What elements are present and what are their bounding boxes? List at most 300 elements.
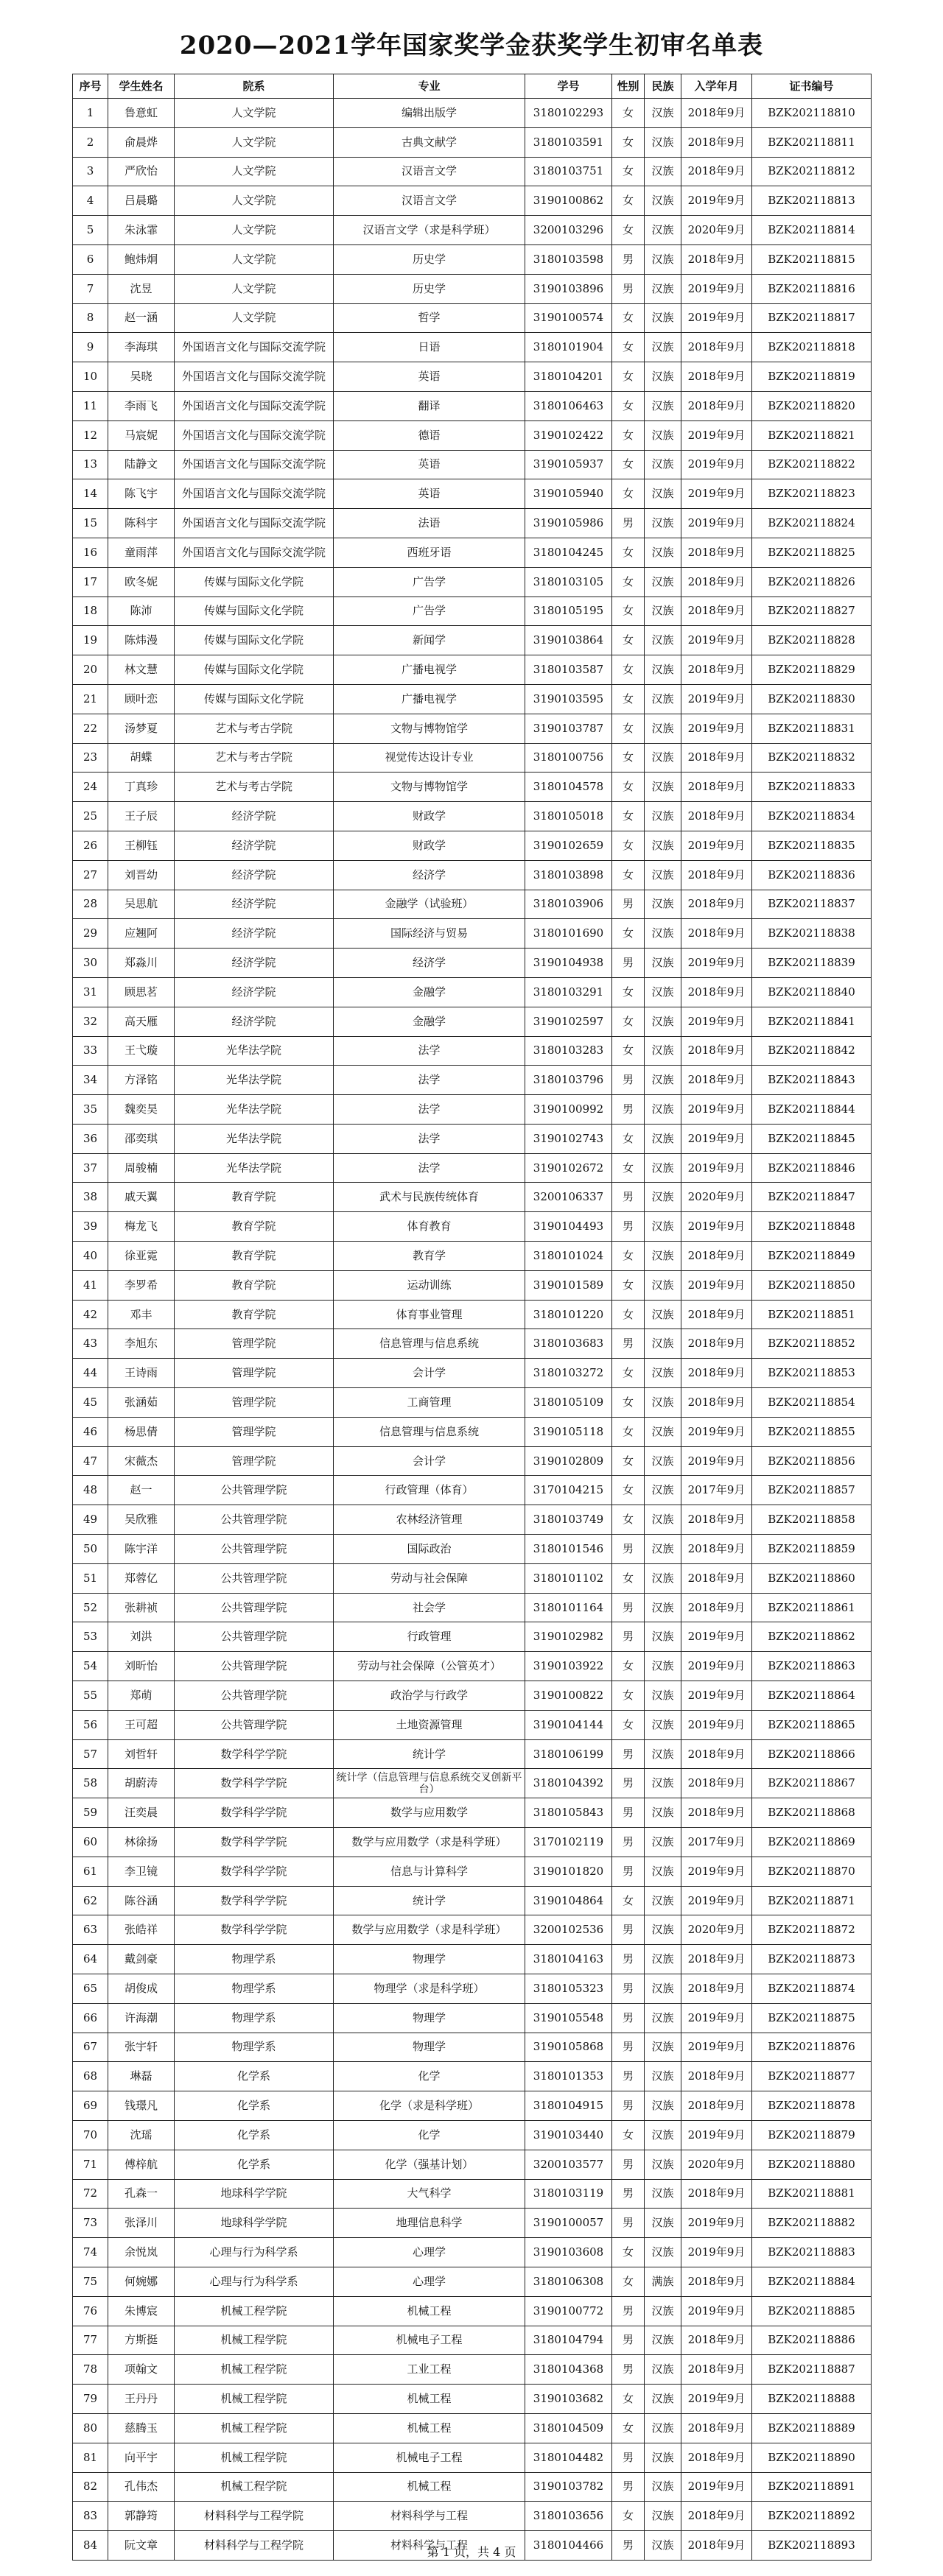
enrollment-date-cell: 2018年9月 <box>681 890 752 919</box>
name-cell: 童雨萍 <box>108 538 175 567</box>
index-cell: 39 <box>73 1212 108 1242</box>
department-cell: 传媒与国际文化学院 <box>175 597 334 626</box>
index-cell: 44 <box>73 1359 108 1388</box>
gender-cell: 男 <box>612 1974 645 2004</box>
name-cell: 张涵茹 <box>108 1388 175 1418</box>
student-id-cell: 3180104368 <box>525 2355 612 2385</box>
certificate-id-cell: BZK202118862 <box>752 1622 872 1652</box>
column-header-student-id: 学号 <box>525 74 612 99</box>
gender-cell: 女 <box>612 1505 645 1535</box>
major-cell: 广告学 <box>334 567 525 597</box>
gender-cell: 女 <box>612 1476 645 1505</box>
ethnicity-cell: 汉族 <box>645 626 681 655</box>
department-cell: 传媒与国际文化学院 <box>175 626 334 655</box>
major-cell: 化学（强基计划） <box>334 2150 525 2179</box>
index-cell: 15 <box>73 509 108 538</box>
ethnicity-cell: 汉族 <box>645 1945 681 1974</box>
enrollment-date-cell: 2018年9月 <box>681 1242 752 1271</box>
student-id-cell: 3180100756 <box>525 743 612 773</box>
student-id-cell: 3190103787 <box>525 714 612 743</box>
name-cell: 梅龙飞 <box>108 1212 175 1242</box>
enrollment-date-cell: 2018年9月 <box>681 2413 752 2443</box>
index-cell: 59 <box>73 1798 108 1828</box>
student-id-cell: 3200103577 <box>525 2150 612 2179</box>
major-cell: 机械工程 <box>334 2413 525 2443</box>
enrollment-date-cell: 2019年9月 <box>681 450 752 479</box>
table-row <box>73 1769 872 1798</box>
department-cell: 公共管理学院 <box>175 1505 334 1535</box>
department-cell: 数学科学学院 <box>175 1769 334 1798</box>
gender-cell: 女 <box>612 186 645 216</box>
major-cell: 历史学 <box>334 274 525 303</box>
student-id-cell: 3190100772 <box>525 2296 612 2326</box>
table-row <box>73 1739 872 1769</box>
enrollment-date-cell: 2018年9月 <box>681 655 752 685</box>
ethnicity-cell: 汉族 <box>645 977 681 1007</box>
certificate-id-cell: BZK202118833 <box>752 773 872 802</box>
index-cell: 35 <box>73 1095 108 1125</box>
major-cell: 文物与博物馆学 <box>334 773 525 802</box>
table-row <box>73 1270 872 1300</box>
department-cell: 数学科学学院 <box>175 1886 334 1915</box>
table-row <box>73 1095 872 1125</box>
page-title: 2020—2021学年国家奖学金获奖学生初审名单表 <box>179 31 764 60</box>
ethnicity-cell: 汉族 <box>645 1622 681 1652</box>
table-row <box>73 1446 872 1476</box>
major-cell: 武术与民族传统体育 <box>334 1183 525 1212</box>
enrollment-date-cell: 2019年9月 <box>681 2238 752 2267</box>
enrollment-date-cell: 2019年9月 <box>681 831 752 860</box>
certificate-id-cell: BZK202118828 <box>752 626 872 655</box>
index-cell: 54 <box>73 1652 108 1681</box>
name-cell: 钱璟凡 <box>108 2091 175 2121</box>
department-cell: 光华法学院 <box>175 1036 334 1066</box>
ethnicity-cell: 汉族 <box>645 186 681 216</box>
enrollment-date-cell: 2019年9月 <box>681 303 752 333</box>
certificate-id-cell: BZK202118838 <box>752 919 872 949</box>
certificate-id-cell: BZK202118819 <box>752 362 872 392</box>
name-cell: 邵奕琪 <box>108 1124 175 1153</box>
gender-cell: 男 <box>612 1183 645 1212</box>
name-cell: 郑淼川 <box>108 949 175 978</box>
index-cell: 24 <box>73 773 108 802</box>
department-cell: 外国语言文化与国际交流学院 <box>175 391 334 420</box>
ethnicity-cell: 汉族 <box>645 333 681 362</box>
certificate-id-cell: BZK202118875 <box>752 2003 872 2033</box>
certificate-id-cell: BZK202118881 <box>752 2179 872 2209</box>
certificate-id-cell: BZK202118830 <box>752 684 872 714</box>
major-cell: 历史学 <box>334 244 525 274</box>
department-cell: 艺术与考古学院 <box>175 743 334 773</box>
name-cell: 顾思茗 <box>108 977 175 1007</box>
student-id-cell: 3180106308 <box>525 2267 612 2296</box>
department-cell: 数学科学学院 <box>175 1798 334 1828</box>
gender-cell: 女 <box>612 362 645 392</box>
gender-cell: 女 <box>612 538 645 567</box>
index-cell: 72 <box>73 2179 108 2209</box>
certificate-id-cell: BZK202118859 <box>752 1535 872 1564</box>
ethnicity-cell: 汉族 <box>645 216 681 245</box>
student-id-cell: 3190102422 <box>525 420 612 450</box>
table-row <box>73 743 872 773</box>
major-cell: 汉语言文学（求是科学班） <box>334 216 525 245</box>
department-cell: 外国语言文化与国际交流学院 <box>175 420 334 450</box>
name-cell: 赵一涵 <box>108 303 175 333</box>
student-id-cell: 3180104466 <box>525 2531 612 2561</box>
table-row <box>73 1153 872 1183</box>
ethnicity-cell: 汉族 <box>645 1857 681 1886</box>
department-cell: 传媒与国际文化学院 <box>175 684 334 714</box>
department-cell: 公共管理学院 <box>175 1681 334 1711</box>
gender-cell: 女 <box>612 1270 645 1300</box>
department-cell: 管理学院 <box>175 1388 334 1418</box>
name-cell: 陈沛 <box>108 597 175 626</box>
ethnicity-cell: 汉族 <box>645 1066 681 1095</box>
department-cell: 数学科学学院 <box>175 1828 334 1857</box>
enrollment-date-cell: 2018年9月 <box>681 802 752 831</box>
student-id-cell: 3190103922 <box>525 1652 612 1681</box>
student-id-cell: 3180105195 <box>525 597 612 626</box>
department-cell: 化学系 <box>175 2120 334 2150</box>
certificate-id-cell: BZK202118823 <box>752 479 872 509</box>
ethnicity-cell: 汉族 <box>645 2413 681 2443</box>
certificate-id-cell: BZK202118813 <box>752 186 872 216</box>
ethnicity-cell: 汉族 <box>645 1124 681 1153</box>
certificate-id-cell: BZK202118864 <box>752 1681 872 1711</box>
table-row <box>73 1066 872 1095</box>
ethnicity-cell: 汉族 <box>645 831 681 860</box>
major-cell: 信息管理与信息系统 <box>334 1417 525 1446</box>
index-cell: 67 <box>73 2033 108 2062</box>
table-row <box>73 2326 872 2355</box>
certificate-id-cell: BZK202118843 <box>752 1066 872 1095</box>
gender-cell: 女 <box>612 1359 645 1388</box>
column-header-gender: 性别 <box>612 74 645 99</box>
gender-cell: 男 <box>612 2355 645 2385</box>
name-cell: 孔森一 <box>108 2179 175 2209</box>
certificate-id-cell: BZK202118818 <box>752 333 872 362</box>
table-row <box>73 2267 872 2296</box>
gender-cell: 女 <box>612 479 645 509</box>
certificate-id-cell: BZK202118846 <box>752 1153 872 1183</box>
student-id-cell: 3190103595 <box>525 684 612 714</box>
index-cell: 21 <box>73 684 108 714</box>
department-cell: 教育学院 <box>175 1300 334 1329</box>
department-cell: 地球科学学院 <box>175 2179 334 2209</box>
ethnicity-cell: 汉族 <box>645 567 681 597</box>
certificate-id-cell: BZK202118863 <box>752 1652 872 1681</box>
table-row <box>73 2413 872 2443</box>
name-cell: 汤梦夏 <box>108 714 175 743</box>
name-cell: 胡俊成 <box>108 1974 175 2004</box>
department-cell: 人文学院 <box>175 99 334 128</box>
table-row <box>73 1007 872 1036</box>
index-cell: 56 <box>73 1710 108 1739</box>
index-cell: 68 <box>73 2062 108 2091</box>
name-cell: 王柳钰 <box>108 831 175 860</box>
index-cell: 14 <box>73 479 108 509</box>
index-cell: 78 <box>73 2355 108 2385</box>
name-cell: 朱泳霏 <box>108 216 175 245</box>
student-id-cell: 3180103906 <box>525 890 612 919</box>
name-cell: 郭静筠 <box>108 2502 175 2531</box>
certificate-id-cell: BZK202118845 <box>752 1124 872 1153</box>
enrollment-date-cell: 2018年9月 <box>681 391 752 420</box>
student-id-cell: 3180101102 <box>525 1563 612 1593</box>
enrollment-date-cell: 2018年9月 <box>681 2179 752 2209</box>
enrollment-date-cell: 2018年9月 <box>681 2531 752 2561</box>
enrollment-date-cell: 2018年9月 <box>681 2355 752 2385</box>
major-cell: 法学 <box>334 1066 525 1095</box>
certificate-id-cell: BZK202118852 <box>752 1329 872 1359</box>
index-cell: 22 <box>73 714 108 743</box>
department-cell: 机械工程学院 <box>175 2472 334 2502</box>
index-cell: 29 <box>73 919 108 949</box>
student-id-cell: 3190102743 <box>525 1124 612 1153</box>
index-cell: 6 <box>73 244 108 274</box>
enrollment-date-cell: 2018年9月 <box>681 1505 752 1535</box>
certificate-id-cell: BZK202118837 <box>752 890 872 919</box>
name-cell: 宋薇杰 <box>108 1446 175 1476</box>
enrollment-date-cell: 2018年9月 <box>681 1769 752 1798</box>
ethnicity-cell: 汉族 <box>645 1915 681 1945</box>
certificate-id-cell: BZK202118826 <box>752 567 872 597</box>
gender-cell: 女 <box>612 684 645 714</box>
table-row <box>73 2003 872 2033</box>
department-cell: 公共管理学院 <box>175 1476 334 1505</box>
ethnicity-cell: 汉族 <box>645 99 681 128</box>
table-row <box>73 1945 872 1974</box>
ethnicity-cell: 汉族 <box>645 362 681 392</box>
major-cell: 英语 <box>334 450 525 479</box>
table-row <box>73 2062 872 2091</box>
certificate-id-cell: BZK202118861 <box>752 1593 872 1622</box>
major-cell: 化学 <box>334 2062 525 2091</box>
ethnicity-cell: 汉族 <box>645 2238 681 2267</box>
student-id-cell: 3180101353 <box>525 2062 612 2091</box>
index-cell: 70 <box>73 2120 108 2150</box>
certificate-id-cell: BZK202118821 <box>752 420 872 450</box>
major-cell: 金融学（试验班） <box>334 890 525 919</box>
index-cell: 5 <box>73 216 108 245</box>
student-id-cell: 3180103291 <box>525 977 612 1007</box>
department-cell: 经济学院 <box>175 860 334 890</box>
ethnicity-cell: 汉族 <box>645 2443 681 2472</box>
table-row <box>73 1183 872 1212</box>
major-cell: 机械工程 <box>334 2385 525 2414</box>
name-cell: 王可超 <box>108 1710 175 1739</box>
gender-cell: 女 <box>612 1036 645 1066</box>
index-cell: 13 <box>73 450 108 479</box>
certificate-id-cell: BZK202118884 <box>752 2267 872 2296</box>
major-cell: 德语 <box>334 420 525 450</box>
student-id-cell: 3180103598 <box>525 244 612 274</box>
ethnicity-cell: 汉族 <box>645 949 681 978</box>
department-cell: 外国语言文化与国际交流学院 <box>175 538 334 567</box>
department-cell: 化学系 <box>175 2091 334 2121</box>
enrollment-date-cell: 2018年9月 <box>681 362 752 392</box>
department-cell: 人文学院 <box>175 244 334 274</box>
major-cell: 材料科学与工程 <box>334 2502 525 2531</box>
ethnicity-cell: 汉族 <box>645 303 681 333</box>
ethnicity-cell: 汉族 <box>645 919 681 949</box>
index-cell: 25 <box>73 802 108 831</box>
enrollment-date-cell: 2018年9月 <box>681 99 752 128</box>
student-id-cell: 3180103749 <box>525 1505 612 1535</box>
certificate-id-cell: BZK202118893 <box>752 2531 872 2561</box>
enrollment-date-cell: 2019年9月 <box>681 2385 752 2414</box>
gender-cell: 男 <box>612 2062 645 2091</box>
student-id-cell: 3200102536 <box>525 1915 612 1945</box>
major-cell: 法学 <box>334 1095 525 1125</box>
enrollment-date-cell: 2018年9月 <box>681 773 752 802</box>
department-cell: 管理学院 <box>175 1417 334 1446</box>
certificate-id-cell: BZK202118887 <box>752 2355 872 2385</box>
certificate-id-cell: BZK202118878 <box>752 2091 872 2121</box>
table-row <box>73 450 872 479</box>
name-cell: 欧冬妮 <box>108 567 175 597</box>
gender-cell: 女 <box>612 1388 645 1418</box>
certificate-id-cell: BZK202118865 <box>752 1710 872 1739</box>
table-row <box>73 2502 872 2531</box>
ethnicity-cell: 汉族 <box>645 509 681 538</box>
gender-cell: 女 <box>612 303 645 333</box>
enrollment-date-cell: 2019年9月 <box>681 1857 752 1886</box>
name-cell: 赵一 <box>108 1476 175 1505</box>
index-cell: 38 <box>73 1183 108 1212</box>
certificate-id-cell: BZK202118847 <box>752 1183 872 1212</box>
major-cell: 文物与博物馆学 <box>334 714 525 743</box>
ethnicity-cell: 汉族 <box>645 2150 681 2179</box>
gender-cell: 男 <box>612 2091 645 2121</box>
major-cell: 工商管理 <box>334 1388 525 1418</box>
student-id-cell: 3190101589 <box>525 1270 612 1300</box>
major-cell: 信息与计算科学 <box>334 1857 525 1886</box>
index-cell: 82 <box>73 2472 108 2502</box>
column-header-ethnicity: 民族 <box>645 74 681 99</box>
enrollment-date-cell: 2019年9月 <box>681 2296 752 2326</box>
ethnicity-cell: 汉族 <box>645 1270 681 1300</box>
student-id-cell: 3180104578 <box>525 773 612 802</box>
name-cell: 王诗雨 <box>108 1359 175 1388</box>
enrollment-date-cell: 2019年9月 <box>681 1270 752 1300</box>
certificate-id-cell: BZK202118880 <box>752 2150 872 2179</box>
gender-cell: 男 <box>612 1212 645 1242</box>
name-cell: 刘洪 <box>108 1622 175 1652</box>
enrollment-date-cell: 2018年9月 <box>681 1593 752 1622</box>
certificate-id-cell: BZK202118856 <box>752 1446 872 1476</box>
ethnicity-cell: 汉族 <box>645 743 681 773</box>
department-cell: 人文学院 <box>175 274 334 303</box>
gender-cell: 女 <box>612 391 645 420</box>
name-cell: 严欣怡 <box>108 157 175 186</box>
gender-cell: 男 <box>612 1593 645 1622</box>
table-row <box>73 626 872 655</box>
certificate-id-cell: BZK202118849 <box>752 1242 872 1271</box>
major-cell: 编辑出版学 <box>334 99 525 128</box>
table-row <box>73 1476 872 1505</box>
index-cell: 45 <box>73 1388 108 1418</box>
student-id-cell: 3180104794 <box>525 2326 612 2355</box>
ethnicity-cell: 汉族 <box>645 2385 681 2414</box>
student-id-cell: 3190102809 <box>525 1446 612 1476</box>
student-id-cell: 3180103898 <box>525 860 612 890</box>
student-id-cell: 3180103272 <box>525 1359 612 1388</box>
certificate-id-cell: BZK202118854 <box>752 1388 872 1418</box>
certificate-id-cell: BZK202118820 <box>752 391 872 420</box>
table-row <box>73 831 872 860</box>
student-id-cell: 3180101546 <box>525 1535 612 1564</box>
major-cell: 农林经济管理 <box>334 1505 525 1535</box>
certificate-id-cell: BZK202118871 <box>752 1886 872 1915</box>
name-cell: 孔伟杰 <box>108 2472 175 2502</box>
ethnicity-cell: 汉族 <box>645 1593 681 1622</box>
student-id-cell: 3180104482 <box>525 2443 612 2472</box>
major-cell: 广播电视学 <box>334 684 525 714</box>
table-row <box>73 773 872 802</box>
enrollment-date-cell: 2019年9月 <box>681 2472 752 2502</box>
department-cell: 外国语言文化与国际交流学院 <box>175 333 334 362</box>
department-cell: 光华法学院 <box>175 1153 334 1183</box>
student-id-cell: 3200106337 <box>525 1183 612 1212</box>
table-row <box>73 860 872 890</box>
ethnicity-cell: 汉族 <box>645 479 681 509</box>
gender-cell: 男 <box>612 2443 645 2472</box>
student-id-cell: 3180101904 <box>525 333 612 362</box>
index-cell: 27 <box>73 860 108 890</box>
gender-cell: 女 <box>612 157 645 186</box>
enrollment-date-cell: 2020年9月 <box>681 1183 752 1212</box>
major-cell: 统计学（信息管理与信息系统交叉创新平台） <box>334 1769 525 1798</box>
name-cell: 杨思倩 <box>108 1417 175 1446</box>
gender-cell: 女 <box>612 773 645 802</box>
certificate-id-cell: BZK202118872 <box>752 1915 872 1945</box>
gender-cell: 女 <box>612 860 645 890</box>
name-cell: 项翰文 <box>108 2355 175 2385</box>
name-cell: 汪奕晨 <box>108 1798 175 1828</box>
department-cell: 传媒与国际文化学院 <box>175 567 334 597</box>
enrollment-date-cell: 2019年9月 <box>681 684 752 714</box>
student-id-cell: 3190100574 <box>525 303 612 333</box>
name-cell: 李雨飞 <box>108 391 175 420</box>
enrollment-date-cell: 2018年9月 <box>681 538 752 567</box>
gender-cell: 女 <box>612 1007 645 1036</box>
gender-cell: 男 <box>612 2531 645 2561</box>
major-cell: 财政学 <box>334 802 525 831</box>
index-cell: 74 <box>73 2238 108 2267</box>
enrollment-date-cell: 2018年9月 <box>681 860 752 890</box>
department-cell: 机械工程学院 <box>175 2385 334 2414</box>
gender-cell: 男 <box>612 1798 645 1828</box>
department-cell: 材料科学与工程学院 <box>175 2502 334 2531</box>
index-cell: 4 <box>73 186 108 216</box>
ethnicity-cell: 汉族 <box>645 1563 681 1593</box>
gender-cell: 女 <box>612 333 645 362</box>
certificate-id-cell: BZK202118853 <box>752 1359 872 1388</box>
index-cell: 47 <box>73 1446 108 1476</box>
major-cell: 国际政治 <box>334 1535 525 1564</box>
index-cell: 9 <box>73 333 108 362</box>
student-id-cell: 3190100862 <box>525 186 612 216</box>
major-cell: 政治学与行政学 <box>334 1681 525 1711</box>
department-cell: 公共管理学院 <box>175 1563 334 1593</box>
department-cell: 数学科学学院 <box>175 1857 334 1886</box>
department-cell: 人文学院 <box>175 186 334 216</box>
student-id-cell: 3190100057 <box>525 2209 612 2238</box>
name-cell: 沈昱 <box>108 274 175 303</box>
student-id-cell: 3180103283 <box>525 1036 612 1066</box>
index-cell: 79 <box>73 2385 108 2414</box>
